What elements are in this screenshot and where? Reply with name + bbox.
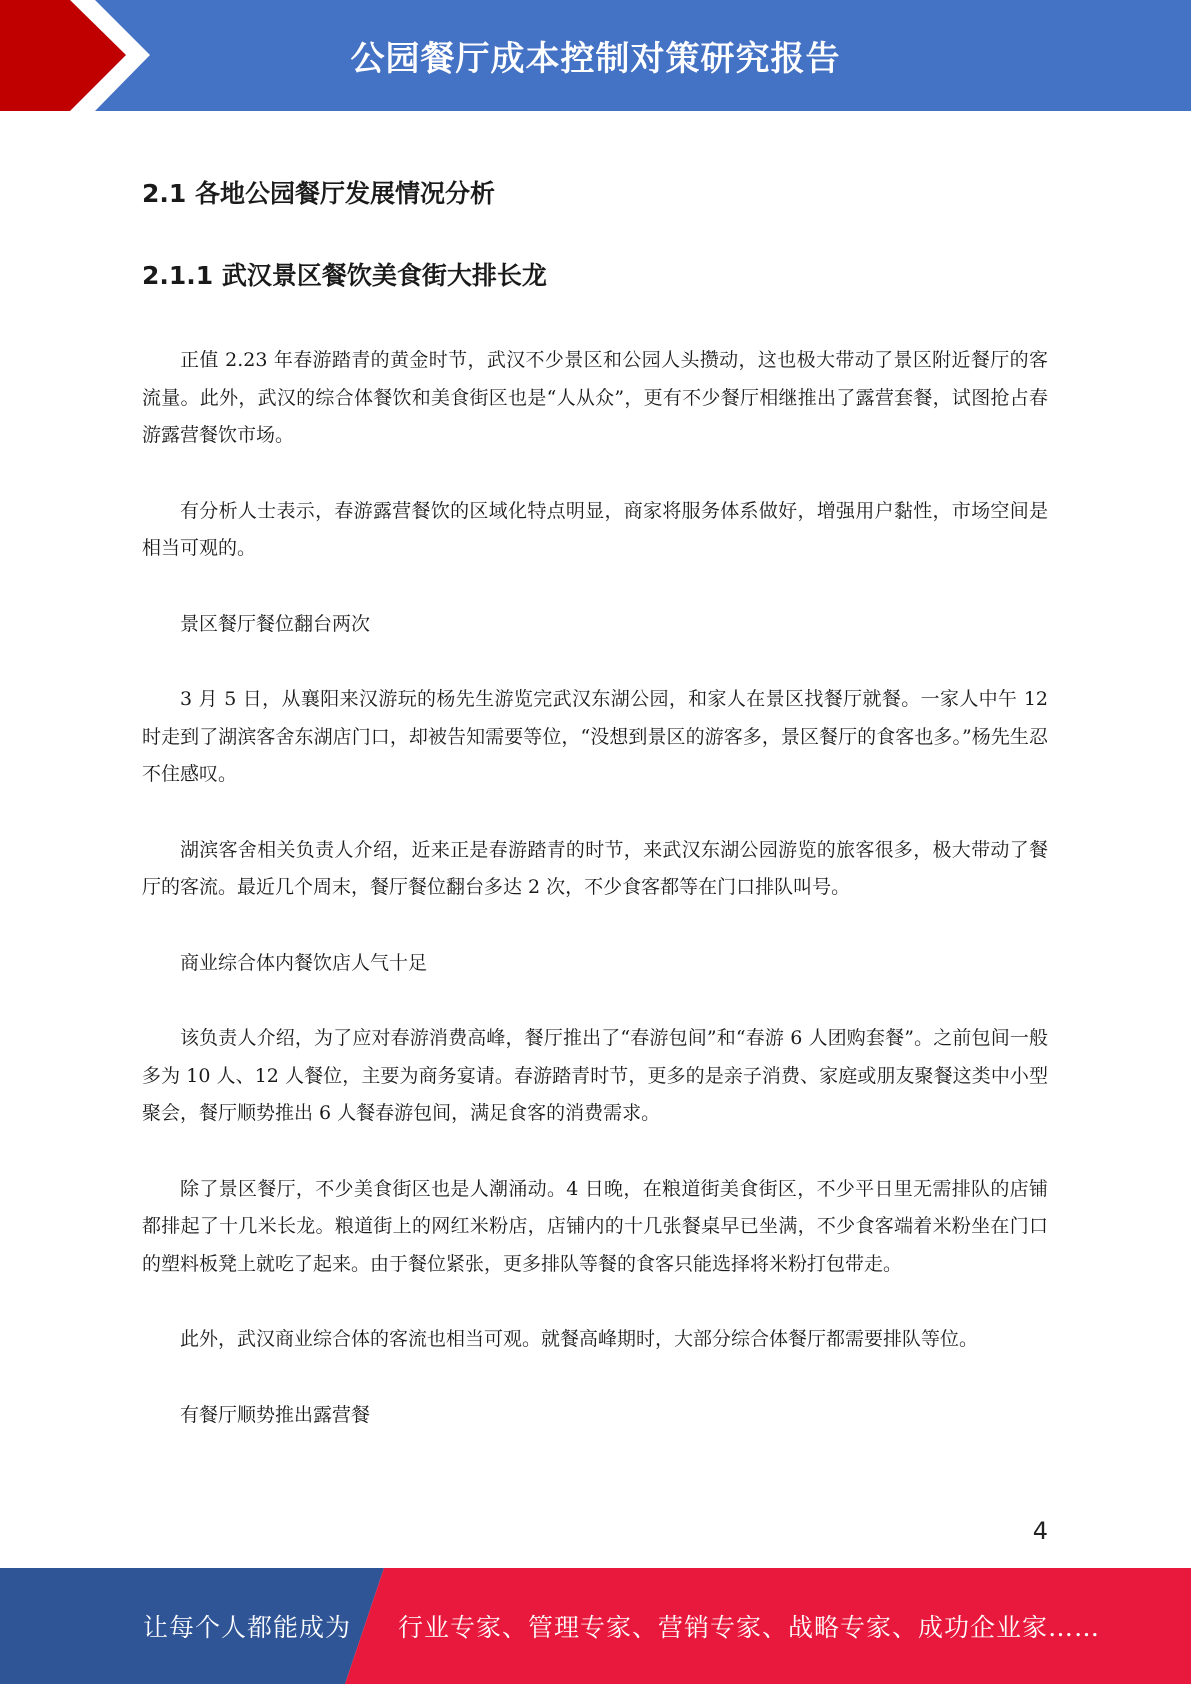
- footer-slogan-right: 行业专家、管理专家、营销专家、战略专家、成功企业家……: [398, 1613, 1101, 1642]
- header-banner: [0, 0, 1191, 111]
- paragraph-subtitle: 有餐厅顺势推出露营餐: [180, 1403, 371, 1426]
- footer-banner: [0, 1568, 1191, 1684]
- paragraph: 湖滨客舍相关负责人介绍，近来正是春游踏青的时节，来武汉东湖公园游览的旅客很多，极大带动了餐厅的客流。最近几个周末，餐厅餐位翻台多达 2 次，不少食客都等在门口排队叫号。: [142, 838, 1048, 898]
- report-title: 公园餐厅成本控制对策研究报告: [350, 39, 841, 79]
- section-heading: 2.1 各地公园餐厅发展情况分析: [142, 179, 495, 208]
- paragraph: 此外，武汉商业综合体的客流也相当可观。就餐高峰期时，大部分综合体餐厅都需要排队等位。: [180, 1328, 979, 1350]
- subsection-heading: 2.1.1 武汉景区餐饮美食街大排长龙: [142, 261, 547, 290]
- page-number: 4: [1032, 1517, 1048, 1545]
- document-body: [142, 170, 1048, 1434]
- paragraph-subtitle: 景区餐厅餐位翻台两次: [180, 612, 371, 635]
- paragraph: 除了景区餐厅，不少美食街区也是人潮涌动。4 日晚，在粮道街美食街区，不少平日里无需排队的店铺都排起了十几米长龙。粮道街上的网红米粉店，店铺内的十几张餐桌早已坐满，不少食客端着米粉坐在门口的塑料板凳上就吃了起来。由于餐位紧张，更多排队等餐的食客只能选择将米粉打包带走。: [142, 1177, 1048, 1275]
- footer-slogan-left: 让每个人都能成为: [143, 1613, 352, 1642]
- paragraph: 有分析人士表示，春游露营餐饮的区域化特点明显，商家将服务体系做好，增强用户黏性，市场空间是相当可观的。: [142, 499, 1048, 559]
- paragraph: 该负责人介绍，为了应对春游消费高峰，餐厅推出了“春游包间”和“春游 6 人团购套餐”。之前包间一般多为 10 人、12 人餐位，主要为商务宴请。春游踏青时节，更多的是亲子消费、家庭或朋友聚餐这类中小型聚会，餐厅顺势推出 6 人餐春游包间，满足食客的消费需求。: [142, 1027, 1048, 1124]
- paragraph: 3 月 5 日，从襄阳来汉游玩的杨先生游览完武汉东湖公园，和家人在景区找餐厅就餐。一家人中午 12 时走到了湖滨客舍东湖店门口，却被告知需要等位，“没想到景区的游客多，景区餐厅的食客也多。”杨先生忍不住感叹。: [142, 688, 1048, 785]
- paragraph-subtitle: 商业综合体内餐饮店人气十足: [180, 951, 428, 974]
- paragraph: 正值 2.23 年春游踏青的黄金时节，武汉不少景区和公园人头攒动，这也极大带动了景区附近餐厅的客流量。此外，武汉的综合体餐饮和美食街区也是“人从众”，更有不少餐厅相继推出了露营套餐，试图抢占春游露营餐饮市场。: [142, 349, 1048, 446]
